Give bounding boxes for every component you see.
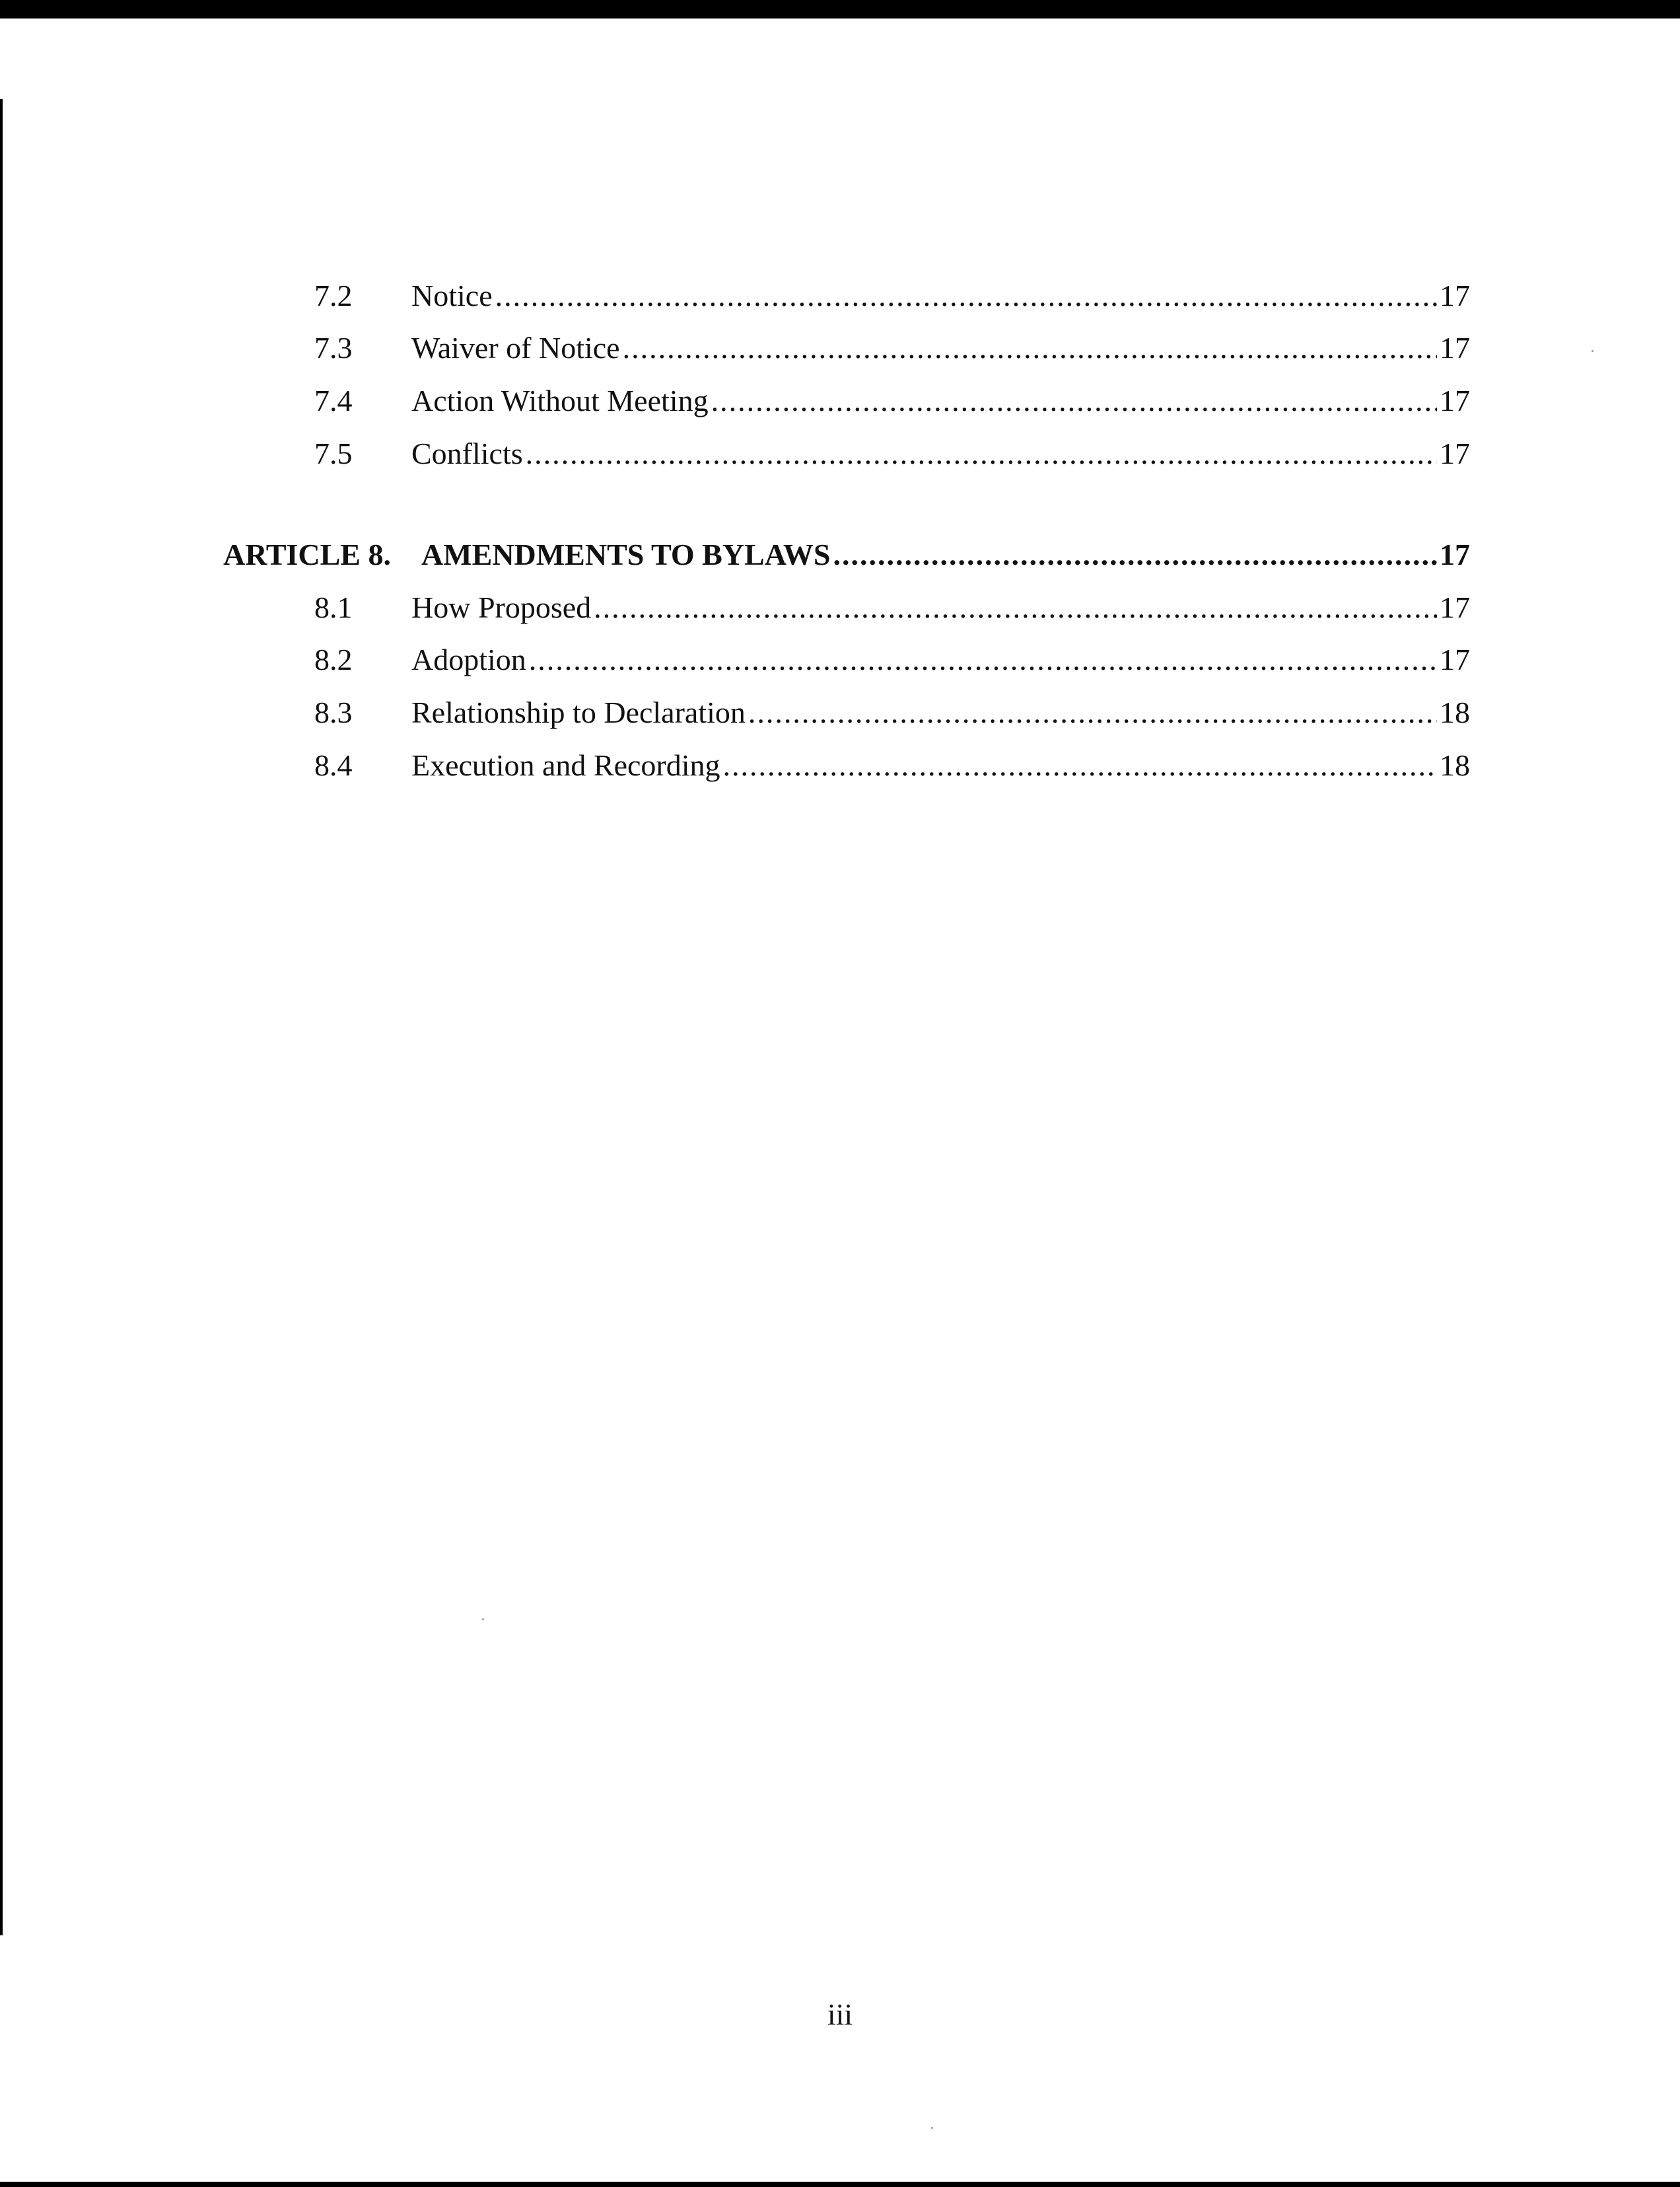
toc-entry-line: [421, 532, 1470, 578]
section-number: 8.3: [314, 696, 353, 729]
section-title: Adoption: [411, 643, 526, 676]
toc-entry-line: [411, 273, 1470, 319]
section-title: Action Without Meeting: [411, 384, 709, 417]
article-heading: [0, 532, 1680, 578]
scan-border-bottom: [0, 2182, 1680, 2187]
dot-leader: [526, 431, 1437, 477]
section-number: 8.4: [314, 748, 353, 782]
page-reference: 17: [1440, 591, 1470, 624]
toc-entry: [0, 273, 1680, 319]
dot-leader: [748, 690, 1437, 736]
page-reference: 17: [1440, 538, 1470, 571]
section-number: 7.2: [314, 279, 353, 312]
page-reference: 17: [1440, 643, 1470, 676]
toc-entry-line: [411, 637, 1470, 683]
section-title: Notice: [411, 279, 493, 312]
page-reference: 17: [1440, 331, 1470, 365]
section-title: Execution and Recording: [411, 748, 720, 782]
toc-entry: [0, 585, 1680, 631]
dot-leader: [594, 585, 1437, 631]
section-number: 8.1: [314, 591, 353, 624]
section-number: 7.3: [314, 331, 353, 365]
toc-entry: [0, 742, 1680, 789]
dot-leader: [623, 325, 1437, 371]
page-number: iii: [827, 1997, 853, 2031]
toc-entry-line: [411, 378, 1470, 424]
section-title: Conflicts: [411, 437, 523, 470]
section-title: How Proposed: [411, 591, 592, 624]
page-reference: 18: [1440, 748, 1470, 782]
toc-entry: [0, 637, 1680, 683]
dot-leader: [711, 378, 1437, 424]
scan-speck: [482, 1618, 484, 1620]
toc-entry: [0, 378, 1680, 424]
dot-leader: [529, 637, 1437, 683]
scan-speck: [931, 2127, 933, 2129]
section-title: Waiver of Notice: [411, 331, 620, 365]
article-title: AMENDMENTS TO BYLAWS: [421, 538, 831, 571]
page-reference: 17: [1440, 279, 1470, 312]
toc-entry-line: [411, 325, 1470, 371]
dot-leader: [833, 532, 1437, 578]
toc-entry-line: [411, 585, 1470, 631]
scan-border-left: [0, 99, 3, 1935]
toc-entry-line: [411, 690, 1470, 736]
toc-entry: [0, 431, 1680, 477]
article-label: ARTICLE 8.: [223, 538, 391, 571]
page-reference: 17: [1440, 437, 1470, 470]
toc-entry-line: [411, 431, 1470, 477]
section-number: 7.5: [314, 437, 353, 470]
toc-entry-line: [411, 742, 1470, 789]
page-reference: 18: [1440, 696, 1470, 729]
dot-leader: [723, 742, 1437, 789]
section-number: 8.2: [314, 643, 353, 676]
dot-leader: [495, 273, 1437, 319]
section-title: Relationship to Declaration: [411, 696, 746, 729]
toc-entry: [0, 690, 1680, 736]
scan-border-top: [0, 0, 1680, 18]
page-reference: 17: [1440, 384, 1470, 417]
section-number: 7.4: [314, 384, 353, 417]
toc-entry: [0, 325, 1680, 371]
